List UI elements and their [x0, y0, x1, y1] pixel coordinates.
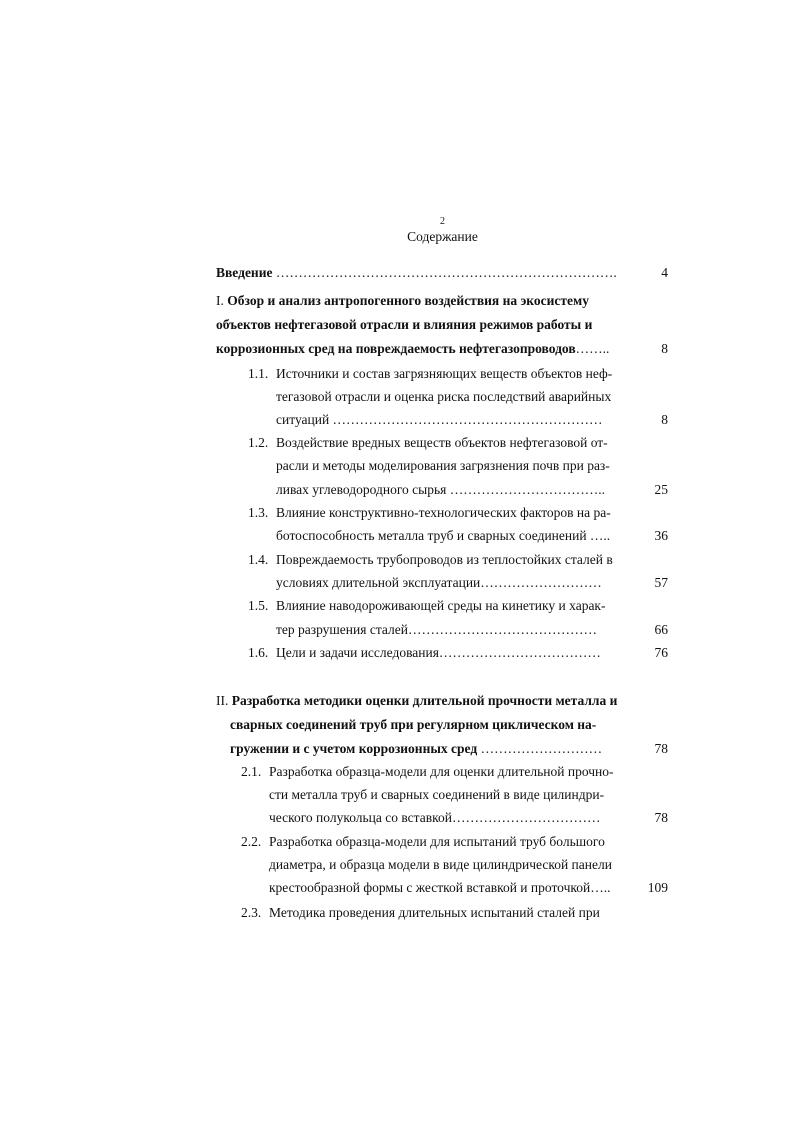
toc-chapter-2-line-3 — [230, 741, 602, 757]
toc-page-number: 109 — [647, 880, 668, 895]
toc-section-1-1-line-3: ситуаций …………………………………………………… — [276, 412, 603, 427]
toc-chapter-title-end: гружении и с учетом коррозионных сред — [230, 741, 478, 756]
toc-section-number: 1.5. — [248, 598, 269, 613]
toc-page-number: 25 — [654, 482, 668, 497]
toc-entry-intro — [216, 265, 617, 281]
toc-chapter-number: I. — [216, 293, 228, 308]
page-number: 2 — [440, 216, 445, 227]
toc-section-1-2-line-3: ливах углеводородного сырья …………………………….. — [276, 482, 605, 497]
toc-section-1-3-line-2: ботоспособность металла труб и сварных соединений ….. — [276, 528, 611, 543]
toc-section-1-2-line-2: расли и методы моделирования загрязнения почв при раз- — [276, 458, 610, 473]
toc-page-number: 8 — [661, 341, 668, 356]
toc-chapter-2-line-2: сварных соединений труб при регулярном циклическом на- — [230, 717, 597, 732]
toc-page-number: 66 — [654, 622, 668, 637]
toc-section-1-6-line-1: Цели и задачи исследования……………………………… — [276, 645, 601, 660]
toc-section-1-4-line-1: Повреждаемость трубопроводов из теплостойких сталей в — [276, 552, 613, 567]
toc-section-2-1-line-3: ческого полукольца со вставкой…………………………… — [269, 810, 601, 825]
toc-section-2-2-line-2: диаметра, и образца модели в виде цилиндрической панели — [269, 857, 612, 872]
toc-section-number: 2.3. — [241, 905, 262, 920]
toc-section-1-5-line-2: тер разрушения сталей…………………………………… — [276, 622, 597, 637]
toc-section-number: 1.3. — [248, 505, 269, 520]
toc-section-1-2-line-1: Воздействие вредных веществ объектов нефтегазовой от- — [276, 435, 608, 450]
toc-leader-dots: ……………………… — [477, 741, 603, 756]
toc-chapter-title: Обзор и анализ антропогенного воздействия на экосистему — [227, 293, 589, 308]
toc-section-number: 1.1. — [248, 366, 269, 381]
toc-chapter-number: II. — [216, 693, 232, 708]
toc-page-number: 78 — [654, 810, 668, 825]
toc-section-2-2-line-3: крестообразной формы с жесткой вставкой и проточкой….. — [269, 880, 611, 895]
toc-section-number: 2.1. — [241, 764, 262, 779]
toc-entry-label: Введение — [216, 265, 273, 280]
toc-chapter-1-line-3 — [216, 341, 609, 357]
toc-section-number: 1.6. — [248, 645, 269, 660]
toc-section-1-4-line-2: условиях длительной эксплуатации……………………… — [276, 575, 602, 590]
toc-section-number: 2.2. — [241, 834, 262, 849]
toc-section-2-1-line-2: сти металла труб и сварных соединений в виде цилиндри- — [269, 787, 605, 802]
toc-section-1-5-line-1: Влияние наводороживающей среды на кинетику и харак- — [276, 598, 606, 613]
toc-section-1-1-line-1: Источники и состав загрязняющих веществ объектов неф- — [276, 366, 613, 381]
toc-section-1-1-line-2: тегазовой отрасли и оценка риска последствий аварийных — [276, 389, 612, 404]
toc-page-number: 76 — [654, 645, 668, 660]
toc-chapter-2-line-1 — [216, 693, 617, 709]
toc-section-2-3-line-1: Методика проведения длительных испытаний сталей при — [269, 905, 600, 920]
toc-chapter-title-end: коррозионных сред на повреждаемость нефтегазопроводов — [216, 341, 576, 356]
toc-page-number: 8 — [661, 412, 668, 427]
toc-section-2-2-line-1: Разработка образца-модели для испытаний труб большого — [269, 834, 605, 849]
toc-section-1-3-line-1: Влияние конструктивно-технологических факторов на ра- — [276, 505, 611, 520]
toc-page-number: 4 — [661, 265, 668, 280]
toc-leader-dots: …………………………………………………………………. — [272, 265, 617, 280]
toc-chapter-title: Разработка методики оценки длительной прочности металла и — [231, 693, 618, 708]
toc-title: Содержание — [407, 229, 478, 244]
toc-page-number: 57 — [654, 575, 668, 590]
toc-section-2-1-line-1: Разработка образца-модели для оценки длительной прочно- — [269, 764, 614, 779]
toc-chapter-1-line-1 — [216, 293, 589, 309]
toc-leader-dots: …….. — [575, 341, 610, 356]
toc-page-number: 78 — [654, 741, 668, 756]
toc-page-number: 36 — [654, 528, 668, 543]
toc-chapter-1-line-2: объектов нефтегазовой отрасли и влияния режимов работы и — [216, 317, 593, 332]
toc-section-number: 1.4. — [248, 552, 269, 567]
toc-section-number: 1.2. — [248, 435, 269, 450]
